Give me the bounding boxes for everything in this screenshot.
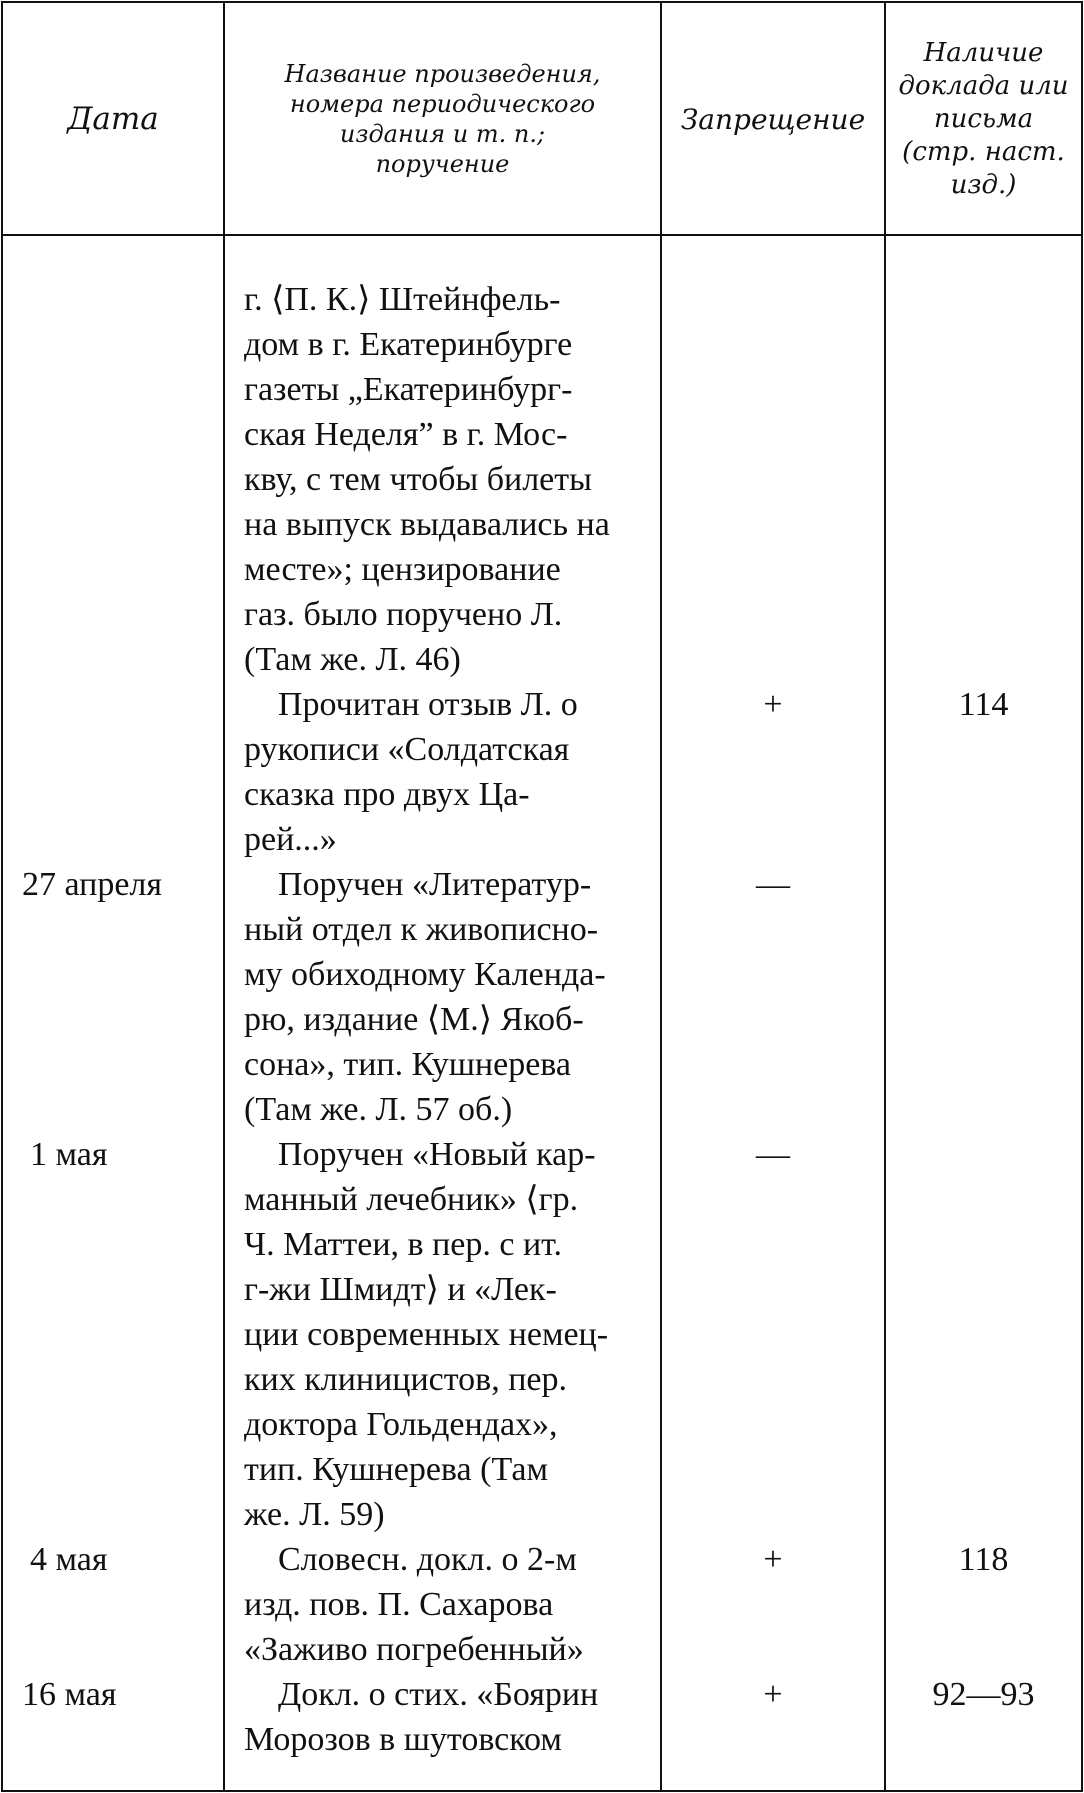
row-date: 4 мая — [30, 1541, 108, 1578]
header-ban — [662, 3, 884, 235]
title-line: же. Л. 59) — [244, 1496, 385, 1533]
header-title-line: поручение — [375, 150, 510, 178]
column-divider — [223, 3, 225, 1790]
title-column — [244, 277, 644, 1762]
header-report-line: изд.) — [950, 169, 1017, 200]
ban-mark: — — [756, 1136, 790, 1173]
title-line: «Заживо погребенный» — [244, 1631, 584, 1668]
ban-mark: — — [756, 866, 790, 903]
title-line: (Там же. Л. 46) — [244, 641, 461, 678]
header-date — [3, 3, 223, 235]
header-title — [225, 3, 660, 235]
header-title-line: Название произведения, — [284, 60, 601, 88]
header-report-line: письма — [933, 103, 1034, 134]
title-line: сказка про двух Ца- — [244, 776, 530, 813]
row-date: 1 мая — [30, 1136, 108, 1173]
title-line: му обиходному Календа- — [244, 956, 606, 993]
title-line: Прочитан отзыв Л. о — [278, 686, 578, 723]
header-ban-text: Запрещение — [680, 102, 866, 136]
row-date: 16 мая — [22, 1676, 117, 1713]
title-line: рукописи «Солдатская — [244, 731, 570, 768]
title-line: ции современных немец- — [244, 1316, 609, 1353]
title-line: сона», тип. Кушнерева — [244, 1046, 572, 1083]
title-line: тип. Кушнерева (Там — [244, 1451, 548, 1488]
title-line: Словесн. докл. о 2-м — [278, 1541, 577, 1578]
title-line: газеты „Екатеринбург- — [244, 371, 573, 408]
title-line: кву, с тем чтобы билеты — [244, 461, 592, 498]
title-line: Поручен «Новый кар- — [278, 1136, 596, 1173]
row-date: 27 апреля — [22, 866, 163, 903]
header-title-line: издания и т. п.; — [339, 120, 546, 148]
title-line: газ. было поручено Л. — [244, 596, 563, 633]
ban-mark: + — [763, 1676, 783, 1713]
title-line: рю, издание ⟨М.⟩ Якоб- — [244, 1001, 584, 1038]
title-line: Морозов в шутовском — [244, 1721, 562, 1758]
title-line: (Там же. Л. 57 об.) — [244, 1091, 513, 1128]
title-line: Поручен «Литератур- — [278, 866, 592, 903]
title-line: ская Неделя” в г. Мос- — [244, 416, 568, 453]
title-line: г-жи Шмидт⟩ и «Лек- — [244, 1271, 557, 1308]
column-divider — [884, 3, 886, 1790]
header-report-line: Наличие — [923, 37, 1044, 68]
header-date-text: Дата — [67, 101, 159, 137]
ban-mark: + — [763, 686, 783, 723]
title-line: на выпуск выдавались на — [244, 506, 610, 543]
title-line: ный отдел к живописно- — [244, 911, 599, 948]
report-page: 118 — [958, 1541, 1009, 1578]
title-line: изд. пов. П. Сахарова — [244, 1586, 554, 1623]
title-line: месте»; цензирование — [244, 551, 561, 588]
header-report — [886, 3, 1081, 235]
report-page: 92—93 — [932, 1676, 1035, 1713]
ban-mark: + — [763, 1541, 783, 1578]
title-line: рей...» — [244, 821, 337, 858]
title-line: Докл. о стих. «Боярин — [278, 1676, 599, 1713]
title-line: ких клиницистов, пер. — [244, 1361, 568, 1398]
header-report-line: доклада или — [898, 70, 1069, 101]
title-line: г. ⟨П. К.⟩ Штейнфель- — [244, 281, 561, 318]
title-line: дом в г. Екатеринбурге — [244, 326, 573, 363]
header-title-line: номера периодического — [289, 90, 596, 118]
header-report-line: (стр. наст. — [902, 136, 1065, 167]
title-line: Ч. Маттеи, в пер. с ит. — [244, 1226, 562, 1263]
report-page: 114 — [958, 686, 1009, 723]
title-line: доктора Гольдендах», — [244, 1406, 558, 1443]
title-line: манный лечебник» ⟨гр. — [244, 1181, 579, 1218]
